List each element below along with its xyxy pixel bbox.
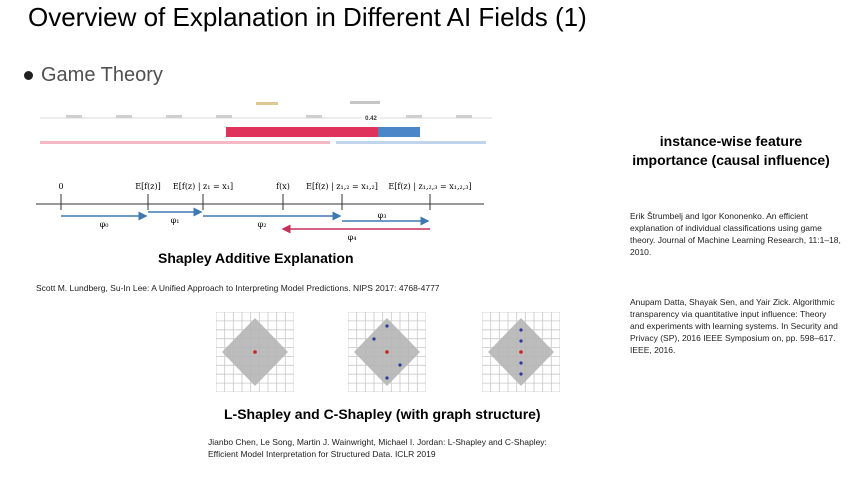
bullet-dot-icon bbox=[24, 71, 33, 80]
base-value-label bbox=[256, 102, 278, 105]
diagram-ticks bbox=[61, 194, 430, 210]
shap-force-plot bbox=[36, 100, 496, 152]
label-expected: E[f(z)] bbox=[135, 182, 161, 191]
datta-reference: Anupam Datta, Shayak Sen, and Yair Zick. Algorithmic transparency via quantitative input influence: Theory and experiments with learning systems. In Security and Privacy (SP), 2016 IEEE Symposium on, pp. 598–617. IEEE, 2016. bbox=[630, 297, 838, 355]
l-shapley-lattice-2 bbox=[348, 312, 426, 392]
bullet-label: Game Theory bbox=[41, 64, 163, 86]
label-fx: f(x) bbox=[276, 182, 290, 191]
negative-force-bar bbox=[378, 127, 420, 137]
output-value-label bbox=[350, 101, 380, 104]
shap-additive-diagram bbox=[36, 178, 486, 248]
slide-title: Overview of Explanation in Different AI Fields (1) bbox=[28, 2, 587, 32]
label-cond-12: E[f(z) | z₁,₂ = x₁,₂] bbox=[306, 182, 378, 191]
right-panel-heading: instance-wise feature importance (causal influence) bbox=[632, 133, 830, 168]
bullet-item bbox=[24, 64, 163, 87]
shapley-reference: Scott M. Lundberg, Su-In Lee: A Unified Approach to Interpreting Model Predictions. NIPS 2017: 4768-4777 bbox=[36, 283, 440, 293]
phi3-label: φ₃ bbox=[377, 211, 387, 220]
phi1-label: φ₁ bbox=[170, 216, 180, 225]
label-zero: 0 bbox=[58, 182, 64, 191]
l-shapley-lattice-1 bbox=[216, 312, 294, 392]
c-shapley-lattice bbox=[482, 312, 560, 392]
phi4-label: φ₄ bbox=[347, 233, 357, 242]
lshapley-caption: L-Shapley and C-Shapley (with graph structure) bbox=[224, 406, 541, 422]
strumbelj-reference: Erik Štrumbelj and Igor Kononenko. An efficient explanation of individual classifications using game theory. Journal of Machine Learning Research, 11:1–18, 2010. bbox=[630, 211, 841, 257]
phi2-label: φ₂ bbox=[257, 220, 267, 229]
lshapley-reference: Jianbo Chen, Le Song, Martin J. Wainwright, Michael I. Jordan: L-Shapley and C-Shapley: Efficient Model Interpretation for Structured Data. ICLR 2019 bbox=[208, 437, 547, 459]
negative-feature-labels bbox=[336, 141, 486, 144]
shapley-caption: Shapley Additive Explanation bbox=[158, 250, 354, 266]
positive-feature-labels bbox=[40, 141, 330, 144]
phi0-label: φ₀ bbox=[99, 220, 109, 229]
label-cond-123: E[f(z) | z₁,₂,₃ = x₁,₂,₃] bbox=[388, 182, 472, 191]
positive-force-bar bbox=[226, 127, 378, 137]
label-cond-1: E[f(z) | z₁ = x₁] bbox=[172, 182, 234, 191]
force-plot-value: 0.42 bbox=[365, 116, 377, 122]
